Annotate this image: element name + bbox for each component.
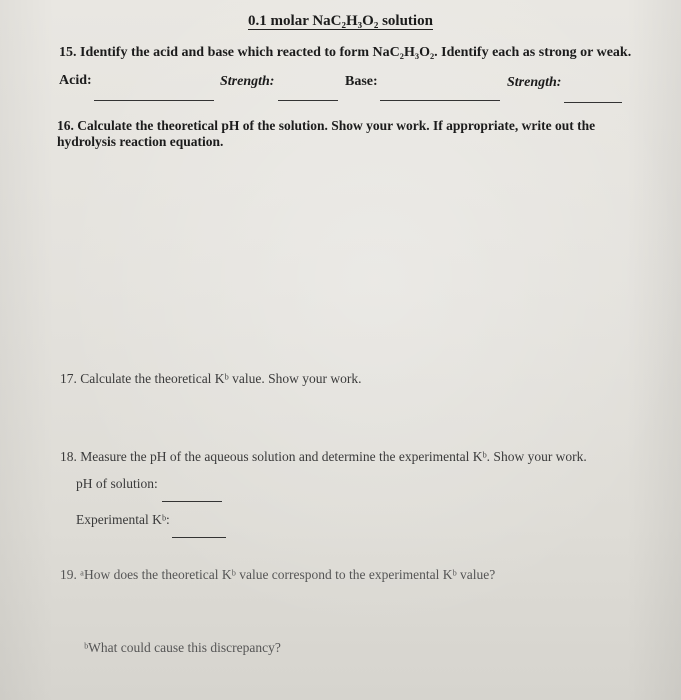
ph-answer-line[interactable] — [162, 489, 222, 507]
acid-strength-answer-line[interactable] — [278, 88, 338, 106]
question-19b-text: ᵇWhat could cause this discrepancy? — [84, 640, 281, 655]
ph-of-solution-label: pH of solution: — [76, 476, 158, 491]
experimental-ka-answer-line[interactable] — [172, 525, 226, 543]
base-strength-label: Strength: — [507, 75, 562, 90]
base-label: Base: — [345, 74, 378, 89]
question-19-text: 19. ᵃHow does the theoretical Kᵇ value correspond to the experimental Kᵇ value? — [60, 567, 496, 582]
base-answer-line[interactable] — [380, 88, 500, 106]
question-17-text: 17. Calculate the theoretical Kᵇ value. Show your work. — [60, 371, 362, 386]
experimental-ka-label: Experimental Kᵇ: — [76, 512, 170, 527]
acid-strength-label: Strength: — [220, 74, 275, 89]
question-16-line1: 16. Calculate the theoretical pH of the solution. Show your work. If appropriate, write out the — [57, 118, 596, 133]
page-title: 0.1 molar NaC₂H₃O₂ solution — [248, 13, 433, 29]
base-strength-answer-line[interactable] — [564, 90, 622, 108]
acid-label: Acid: — [59, 73, 92, 88]
question-15-text: 15. Identify the acid and base which reacted to form NaC₂H₃O₂. Identify each as strong or weak. — [59, 45, 632, 60]
question-16-line2: hydrolysis reaction equation. — [57, 134, 224, 149]
acid-answer-line[interactable] — [94, 88, 214, 106]
question-18-text: 18. Measure the pH of the aqueous solution and determine the experimental Kᵇ. Show your work. — [60, 449, 587, 464]
